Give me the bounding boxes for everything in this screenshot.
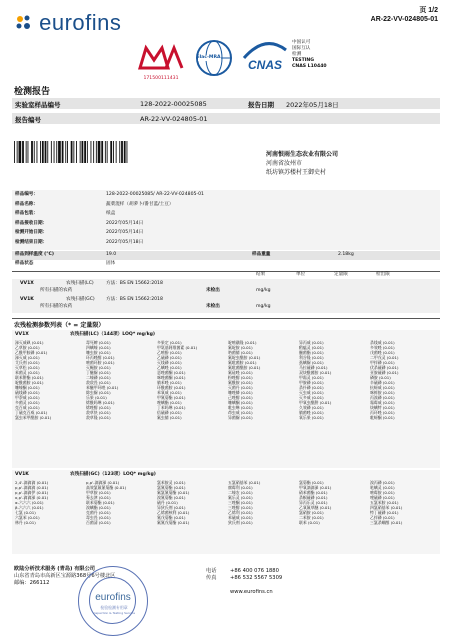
fax-label: 传真	[206, 575, 217, 581]
param-item: 溴氰菊酯 (0.01)	[157, 495, 186, 500]
param-column	[86, 340, 155, 420]
param-item: 烯酰吗啉 (0.01)	[86, 400, 115, 405]
barcode-bar	[107, 141, 108, 163]
info-label: 样品名称：	[15, 201, 38, 207]
param-item: 狄氏剂 (0.01)	[228, 520, 253, 525]
param-item: 百菌清 (0.01)	[86, 520, 111, 525]
stamp-sub: Inspection & Testing Service	[92, 611, 136, 615]
param-item: 敌草隆 (0.01)	[86, 415, 111, 420]
param-item: 丁硫克百威 (0.01)	[15, 410, 48, 415]
param-item: 粉唑醇 (0.01)	[228, 375, 253, 380]
param-item: 灭蝇胺 (0.01)	[86, 365, 111, 370]
col-result: 结果	[256, 272, 266, 277]
param-item: 乙烯利 (0.01)	[228, 510, 253, 515]
barcode-bar	[73, 141, 74, 163]
barcode-bar	[14, 141, 15, 163]
method-sub: 所有扫描的农药	[40, 304, 73, 309]
barcode-bar	[45, 141, 47, 163]
barcode-bar	[113, 141, 114, 163]
gc-section	[12, 470, 440, 554]
barcode-bar	[84, 141, 86, 163]
barcode-bar	[37, 141, 38, 163]
method-code: VV1K	[20, 297, 34, 302]
param-column	[157, 480, 226, 525]
param-item: 溴丙磷 (0.01)	[370, 480, 395, 485]
param-item: 涕灭威 (0.01)	[15, 355, 40, 360]
param-item: 啶嘧磺隆 (0.01)	[228, 340, 257, 345]
param-item: 氯苯胺灵 (0.01)	[157, 480, 186, 485]
client-name: 河南恨雨生态农业有限公司	[266, 151, 339, 158]
param-item: 噻唑膦 (0.01)	[228, 390, 253, 395]
param-item: p,p'-滴滴涕 (0.01)	[86, 480, 120, 485]
param-item: 敌敌畏 (0.01)	[86, 380, 111, 385]
param-item: 四氯硝基苯 (0.01)	[370, 505, 403, 510]
info-label: 样品包装：	[15, 211, 38, 216]
client-address-1: 河南省汝州市	[266, 160, 303, 167]
param-item: 咪唑菌酮 (0.01)	[157, 375, 186, 380]
param-item: 苯菌灵 (0.01)	[15, 370, 40, 375]
param-item: 醚菌酯 (0.01)	[299, 350, 324, 355]
barcode-bar	[93, 141, 94, 163]
barcode	[14, 141, 132, 163]
param-item: 虱螨脲 (0.01)	[299, 360, 324, 365]
info-label: 样品编号：	[15, 192, 38, 197]
param-column	[370, 480, 439, 525]
info-value: 2022年05月18日	[106, 239, 144, 245]
cnas-text: CNAS	[247, 58, 282, 72]
param-item: 氟吡菌酰胺 (0.01)	[228, 365, 261, 370]
param-item: 苯硫威 (0.01)	[228, 515, 253, 520]
param-item: p,p'-滴滴滴 (0.01)	[15, 485, 49, 490]
param-column	[15, 340, 84, 420]
sample-row	[12, 98, 440, 109]
param-item: 丁苯吗啉 (0.01)	[157, 405, 186, 410]
param-item: 苯氧威 (0.01)	[157, 390, 182, 395]
accreditation-line-3: TESTING	[292, 58, 315, 63]
info-value: 蔬菜混样（胡萝卜/番甘蓝/土豆）	[106, 201, 174, 207]
param-item: 杀扑磷 (0.01)	[299, 385, 324, 390]
param-item: 三唑酮 (0.01)	[228, 500, 253, 505]
fax-value: +86 532 5567 5309	[230, 575, 283, 581]
report-date-label: 报告日期	[248, 100, 274, 109]
barcode-bar	[116, 141, 117, 163]
param-item: 氟虫腈 (0.01)	[157, 415, 182, 420]
param-item: 乙酰甲胺磷 (0.01)	[15, 350, 48, 355]
param-column	[228, 480, 297, 525]
param-item: p,p'-滴滴伊 (0.01)	[15, 490, 49, 495]
postcode-label: 邮编：	[14, 580, 30, 586]
param-item: 五氯硝基苯 (0.01)	[228, 480, 261, 485]
barcode-bar	[121, 141, 123, 163]
company-address: 山东省青岛市高新区宝源路368号6号楼北区	[14, 573, 116, 579]
info-value: 128-2022-00025085/ AR-22-VV-024805-01	[106, 192, 204, 197]
param-item: 甲萘威 (0.01)	[15, 395, 40, 400]
param-item: 四螨嗪 (0.01)	[86, 345, 111, 350]
param-item: 丙溴磷 (0.01)	[370, 395, 395, 400]
barcode-bar	[80, 141, 81, 163]
param-item: 七氯 (0.01)	[15, 510, 36, 515]
param-item: 多果定 (0.01)	[157, 340, 182, 345]
barcode-bar	[17, 141, 18, 163]
barcode-bar	[82, 141, 84, 163]
weight-label: 样品重量	[252, 252, 271, 257]
param-item: 联苯 (0.01)	[299, 520, 320, 525]
lc-title: 农残扫描(LC)（144项）LOQ* mg/kg)	[70, 332, 156, 337]
param-item: 唑螨酯 (0.01)	[157, 400, 182, 405]
barcode-bar	[31, 141, 33, 163]
param-item: 氯菊酯 (0.01)	[299, 480, 324, 485]
temp-value: 19.0	[106, 252, 117, 257]
param-item: 甲氧虫酰肼 (0.01)	[299, 400, 332, 405]
param-item: 腈苯唑 (0.01)	[157, 380, 182, 385]
param-item: o,p'-滴滴涕 (0.01)	[15, 495, 49, 500]
accreditation-line-4: CNAS L10440	[292, 64, 327, 69]
param-item: 磷胺 (0.01)	[370, 375, 391, 380]
footer-contact	[206, 568, 216, 582]
sample-label: 实验室样品编号	[15, 100, 61, 109]
sample-value: 128-2022-00025085	[140, 99, 207, 108]
param-item: 环酰菌胺 (0.01)	[157, 385, 186, 390]
param-item: 环丙唑醇 (0.01)	[86, 355, 115, 360]
method-standard: 方法：BS EN 15662:2018	[106, 281, 163, 286]
barcode-bar	[98, 141, 101, 163]
param-column	[228, 340, 297, 420]
postcode-value: 266112	[29, 580, 50, 586]
param-item: 高效氯氟氰菊酯 (0.01)	[86, 485, 127, 490]
param-item: 马拉硫磷 (0.01)	[299, 365, 328, 370]
param-item: 恶唑菌酮 (0.01)	[157, 370, 186, 375]
param-item: 稻瘟灵 (0.01)	[299, 345, 324, 350]
accreditation-line-1: 国际互认	[292, 46, 311, 51]
param-item: 二苯胺 (0.01)	[299, 515, 324, 520]
param-item: 噻虫胺 (0.01)	[86, 350, 111, 355]
method-standard: 方法：BS EN 15662:2018	[106, 297, 163, 302]
barcode-bar	[28, 141, 29, 163]
param-item: 三氯杀螨醇 (0.01)	[370, 520, 403, 525]
state-row	[12, 260, 440, 269]
param-item: 丙环唑 (0.01)	[370, 410, 395, 415]
ilac-badge	[194, 38, 234, 78]
param-item: 乙烯菌核利 (0.01)	[157, 510, 190, 515]
param-item: 久效磷 (0.01)	[299, 405, 324, 410]
param-item: 特丁硫磷 (0.01)	[370, 510, 399, 515]
param-item: 异丙威 (0.01)	[299, 340, 324, 345]
param-item: 二嗪磷 (0.01)	[86, 375, 111, 380]
report-row	[12, 113, 440, 124]
method-unit: mg/kg	[256, 288, 271, 293]
param-item: 甲氨基阿维菌素 (0.01)	[157, 345, 198, 350]
client-block	[266, 150, 338, 177]
param-column	[86, 480, 155, 525]
method-result: 未检出	[206, 288, 220, 293]
list-title: 农残检测参数列表（* = 定量限）	[14, 322, 105, 329]
gc-title: 农残扫描(GC)（123项）LOQ* mg/kg)	[70, 472, 156, 477]
barcode-bar	[76, 141, 77, 163]
param-item: 甲霜灵 (0.01)	[299, 375, 324, 380]
param-item: 辛硫磷 (0.01)	[370, 380, 395, 385]
method-code: VV1X	[20, 281, 34, 286]
param-item: 三唑醇 (0.01)	[228, 505, 253, 510]
param-item: 2,4'-滴滴滴 (0.01)	[15, 480, 49, 485]
barcode-bar	[71, 141, 73, 163]
param-item: 莠去津 (0.01)	[86, 495, 111, 500]
footer-contact-values	[230, 568, 282, 596]
param-item: 氰戊菊酯 (0.01)	[157, 515, 186, 520]
param-item: β-六六六 (0.01)	[15, 505, 44, 510]
param-item: 吡蚜酮 (0.01)	[370, 415, 395, 420]
barcode-bar	[62, 141, 64, 163]
param-item: 多效唑 (0.01)	[370, 345, 395, 350]
report-value: AR-22-VV-024805-01	[140, 114, 208, 123]
stamp-brand: eurofins	[95, 592, 131, 603]
param-item: 灭菌丹 (0.01)	[228, 385, 253, 390]
param-item: 乙拌磷 (0.01)	[370, 515, 395, 520]
method-sub: 所有扫描的农药	[40, 288, 73, 293]
param-column	[157, 340, 226, 420]
method-name: 农残扫描(GC)	[66, 297, 95, 302]
param-item: 炔螨特 (0.01)	[370, 405, 395, 410]
barcode-bar	[105, 141, 106, 163]
sample-info	[12, 190, 440, 250]
param-item: 哒螨灵 (0.01)	[370, 485, 395, 490]
param-item: 杀线威 (0.01)	[370, 340, 395, 345]
param-item: 嘧菌环胺 (0.01)	[86, 360, 115, 365]
param-item: 氟乐灵 (0.01)	[228, 495, 253, 500]
param-item: 灭线磷 (0.01)	[157, 360, 182, 365]
temp-row	[12, 251, 440, 260]
barcode-bar	[87, 141, 88, 163]
barcode-bar	[22, 141, 24, 163]
param-item: 苯醚甲环唑 (0.01)	[86, 385, 119, 390]
accreditation-line-0: 中国认可	[292, 40, 311, 45]
param-item: 双炔酰菌胺 (0.01)	[299, 370, 332, 375]
param-column	[299, 480, 368, 525]
report-date-value: 2022年05月18日	[286, 100, 339, 109]
param-item: 氟氰戊菊酯 (0.01)	[157, 520, 190, 525]
barcode-bar	[101, 141, 103, 163]
param-item: 氯虫苯甲酰胺 (0.01)	[15, 415, 52, 420]
param-item: 乙氧氟草醚 (0.01)	[299, 505, 332, 510]
param-item: 涕灭威砜 (0.01)	[15, 340, 44, 345]
param-item: 乐果 (0.01)	[86, 395, 107, 400]
param-item: 甲氧滴滴涕 (0.01)	[299, 485, 332, 490]
company-name: 欧陆分析技术服务 (青岛) 有限公司	[14, 566, 95, 572]
param-item: 二嗪农 (0.01)	[228, 490, 253, 495]
barcode-bar	[91, 141, 92, 163]
barcode-bar	[42, 141, 44, 163]
barcode-bar	[119, 141, 120, 163]
param-item: 二甲戊灵 (0.01)	[370, 355, 399, 360]
param-column	[299, 340, 368, 420]
param-item: 五氯苯胺 (0.01)	[370, 500, 399, 505]
param-item: α-六六六 (0.01)	[15, 500, 44, 505]
param-item: 乙草胺 (0.01)	[15, 345, 40, 350]
param-item: 敌草快 (0.01)	[86, 410, 111, 415]
barcode-bar	[56, 141, 57, 163]
param-item: 六氯苯 (0.01)	[15, 515, 40, 520]
info-value: 纸盒	[106, 211, 116, 216]
col-unit: 单位	[296, 272, 306, 277]
page-number: 页 1/2	[419, 7, 438, 14]
param-item: 氯硝胺 (0.01)	[299, 510, 324, 515]
barcode-bar	[67, 141, 68, 163]
param-item: 克百威 (0.01)	[15, 405, 40, 410]
param-item: 灭草松 (0.01)	[15, 365, 40, 370]
param-item: 噻嗪酮 (0.01)	[15, 385, 40, 390]
info-label: 样品接收日期：	[15, 220, 48, 226]
param-item: 丁醚脲 (0.01)	[86, 370, 111, 375]
param-item: 氟啶虫酰胺 (0.01)	[228, 355, 261, 360]
param-item: 硫线磷 (0.01)	[15, 390, 40, 395]
col-loq: 定量限	[334, 272, 348, 277]
gc-code: VV1K	[15, 472, 29, 477]
barcode-bar	[19, 141, 22, 163]
weight-value: 2.18kg	[338, 252, 354, 257]
param-item: 倍硫磷 (0.01)	[157, 410, 182, 415]
param-item: 灭多威 (0.01)	[299, 395, 324, 400]
param-item: 异菌脲 (0.01)	[228, 415, 253, 420]
barcode-bar	[40, 141, 41, 163]
param-item: 亚胺硫磷 (0.01)	[370, 370, 399, 375]
tel-value: +86 400 076 1880	[230, 568, 279, 574]
param-item: 乙嘧酚 (0.01)	[157, 350, 182, 355]
param-item: 毒虫畏 (0.01)	[86, 515, 111, 520]
param-item: 氟氯氰菊酯 (0.01)	[157, 490, 190, 495]
info-value: 2022年05月14日	[106, 230, 144, 235]
barcode-bar	[127, 141, 128, 163]
method-block	[12, 279, 440, 313]
eurofins-logo-icon	[14, 13, 34, 33]
param-item: 毒死蜱 (0.01)	[86, 340, 111, 345]
cma-code: 171500111431	[143, 76, 179, 81]
param-item: 己唑醇 (0.01)	[228, 395, 253, 400]
barcode-bar	[26, 141, 27, 163]
barcode-bar	[34, 141, 35, 163]
param-item: 甲胺磷 (0.01)	[299, 380, 324, 385]
param-item: 溴螨酯 (0.01)	[86, 505, 111, 510]
param-item: 艾氏剂 (0.01)	[15, 360, 40, 365]
param-item: 咯菌腈 (0.01)	[228, 350, 253, 355]
param-item: 硝苯菌酯 (0.01)	[299, 490, 328, 495]
accreditation-text	[292, 40, 327, 70]
param-item: 噻螨酮 (0.01)	[228, 400, 253, 405]
website-link[interactable]: www.eurofins.cn	[230, 589, 273, 595]
barcode-bar	[58, 141, 61, 163]
param-item: 联苯菊酯 (0.01)	[86, 500, 115, 505]
brand-name: eurofins	[39, 10, 122, 35]
param-item: 氧乐果 (0.01)	[299, 415, 324, 420]
barcode-bar	[51, 141, 52, 163]
temp-label: 样品到样温度 (°C)	[15, 252, 55, 257]
param-item: 腈菌唑 (0.01)	[299, 410, 324, 415]
cma-badge	[136, 42, 186, 81]
col-lod: 检出限	[376, 272, 390, 277]
report-label: 报告编号	[15, 115, 41, 124]
param-item: 氟吡菌胺 (0.01)	[228, 360, 257, 365]
param-item: 甲氰菊酯 (0.01)	[157, 395, 186, 400]
lc-code: VV1X	[15, 332, 29, 337]
accreditation-line-2: 检测	[292, 52, 302, 57]
method-name: 农残扫描(LC)	[66, 281, 94, 286]
param-item: 灭虫威 (0.01)	[299, 390, 324, 395]
param-item: 异狄氏剂 (0.01)	[157, 505, 186, 510]
param-item: 多菌灵 (0.01)	[15, 400, 40, 405]
param-item: 甲拌磷 (0.01)	[370, 360, 395, 365]
report-number-top: AR-22-VV-024805-01	[370, 16, 438, 23]
param-item: 咪鲜胺 (0.01)	[370, 390, 395, 395]
barcode-bar	[47, 141, 48, 163]
state-label: 样品状态	[15, 261, 34, 266]
param-item: 啶酰菌胺 (0.01)	[15, 380, 44, 385]
param-item: 乙螨唑 (0.01)	[157, 365, 182, 370]
param-item: 氟硅唑 (0.01)	[228, 370, 253, 375]
param-item: 霜霉威 (0.01)	[370, 400, 395, 405]
info-value: 2022年05月14日	[106, 220, 144, 226]
param-item: 甲草胺 (0.01)	[86, 490, 111, 495]
ilac-text: ilac-MRA	[198, 55, 221, 60]
method-unit: mg/kg	[256, 304, 271, 309]
info-label: 检测开始日期：	[15, 230, 48, 235]
param-item: 茚虫威 (0.01)	[228, 410, 253, 415]
tel-label: 电话	[206, 568, 217, 574]
param-item: 联苯肼酯 (0.01)	[15, 375, 44, 380]
cnas-badge	[240, 40, 290, 76]
param-item: 林丹 (0.01)	[15, 520, 36, 525]
brand-logo	[14, 10, 121, 36]
param-column	[15, 480, 84, 525]
stamp-inner: 检验检测专用章	[100, 605, 128, 610]
param-item: 乙硫磷 (0.01)	[157, 355, 182, 360]
param-item: 氯氰菊酯 (0.01)	[157, 485, 186, 490]
param-item: 异丙乐灵 (0.01)	[299, 500, 328, 505]
param-item: 腐霉利 (0.01)	[228, 485, 253, 490]
cma-icon	[136, 42, 186, 72]
barcode-bar	[124, 141, 126, 163]
param-item: 吡虫啉 (0.01)	[228, 405, 253, 410]
lc-section	[12, 330, 440, 468]
param-item: 戊菌唑 (0.01)	[370, 350, 395, 355]
param-item: 嘧霉胺 (0.01)	[370, 490, 395, 495]
page-title: 检测报告	[14, 87, 51, 97]
param-item: 烯唑醇 (0.01)	[86, 405, 111, 410]
param-item: 喹硫磷 (0.01)	[370, 495, 395, 500]
company-stamp	[78, 566, 148, 636]
barcode-bar	[54, 141, 55, 163]
param-item: 利谷隆 (0.01)	[299, 355, 324, 360]
page-info	[371, 6, 438, 24]
client-address-2: 纸坊镇苏楼村王御史村	[266, 169, 327, 176]
param-item: 氟啶胺 (0.01)	[228, 345, 253, 350]
barcode-bar	[65, 141, 66, 163]
param-item: 抗蚜威 (0.01)	[370, 385, 395, 390]
param-item: 除虫脲 (0.01)	[86, 390, 111, 395]
param-item: 杀螟硫磷 (0.01)	[299, 495, 328, 500]
barcode-bar	[96, 141, 97, 163]
param-item: 伏杀硫磷 (0.01)	[370, 365, 399, 370]
param-item: 氟酰胺 (0.01)	[228, 380, 253, 385]
info-label: 检测结束日期：	[15, 239, 48, 245]
state-value: 固体	[106, 261, 116, 266]
param-column	[370, 340, 439, 420]
barcode-bar	[110, 141, 112, 163]
param-item: 硫丹 (0.01)	[157, 500, 178, 505]
method-result: 未检出	[206, 304, 220, 309]
param-item: 克菌丹 (0.01)	[86, 510, 111, 515]
